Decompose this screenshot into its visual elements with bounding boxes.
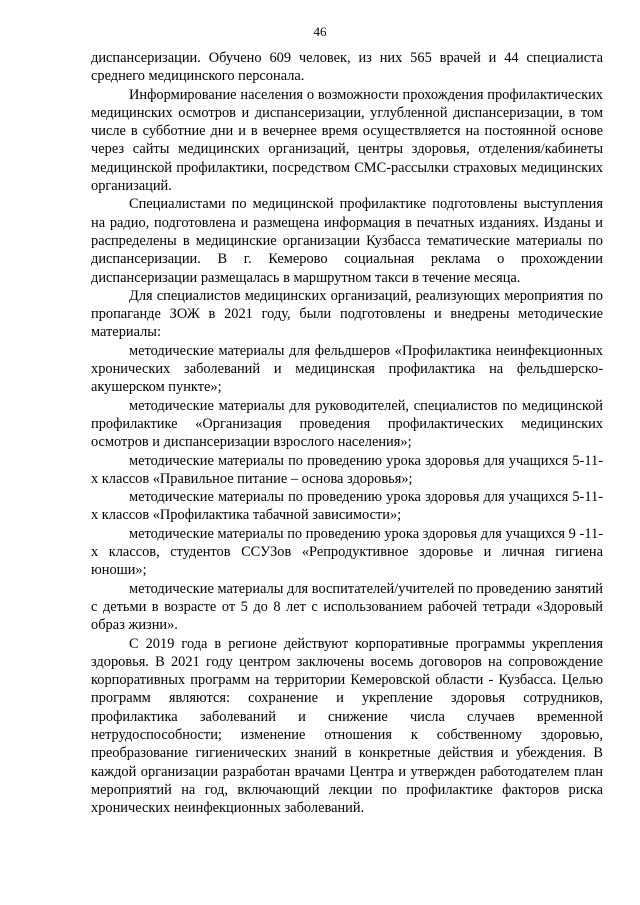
page-number: 46 [313, 24, 327, 39]
paragraph-methodical-materials-intro: Для специалистов медицинских организаций, реализующих мероприятия по пропаганде ЗОЖ в 2021 году, были подготовлены и внедрены методические материалы: [91, 287, 603, 341]
paragraph-media-activities: Специалистами по медицинской профилактике подготовлены выступления на радио, подготовлена и размещена информация в печатных изданиях. Изданы и распределены в медицинские организации Кузбасса тематические материалы по диспансеризации. В г. Кемерово социальная реклама о прохождении диспансеризации размещалась в маршрутном такси в течение месяца. [91, 196, 603, 286]
document-body [91, 49, 603, 817]
paragraph-corporate-programs: С 2019 года в регионе действуют корпоративные программы укрепления здоровья. В 2021 году центром заключены восемь договоров на сопровождение корпоративных программ на территории Кемеровской области - Кузбасса. Целью программ являются: сохранение и укрепление здоровья сотрудников, профилактика заболеваний и снижение числа случаев временной нетрудоспособности; изменение отношения к собственному здоровью, преобразование гигиенических знаний в конкретные действия и убеждения. В каждой организации разработан врачами Центра и утвержден работодателем план мероприятий на год, включающий лекции по профилактике факторов риска хронических неинфекционных заболеваний. [91, 635, 603, 817]
list-item: методические материалы по проведению урока здоровья для учащихся 5-11-х классов «Правильное питание – основа здоровья»; [91, 452, 603, 487]
paragraph-training-summary: диспансеризации. Обучено 609 человек, из них 565 врачей и 44 специалиста среднего медицинского персонала. [91, 50, 603, 85]
list-item: методические материалы для руководителей, специалистов по медицинской профилактике «Организация проведения профилактических медицинских осмотров и диспансеризации взрослого населения»; [91, 397, 603, 451]
list-item: методические материалы по проведению урока здоровья для учащихся 9 -11-х классов, студентов ССУЗов «Репродуктивное здоровье и личная гигиена юноши»; [91, 525, 603, 579]
list-item: методические материалы для фельдшеров «Профилактика неинфекционных хронических заболеваний и медицинская профилактика на фельдшерско-акушерском пункте»; [91, 342, 603, 396]
list-item: методические материалы по проведению урока здоровья для учащихся 5-11-х классов «Профилактика табачной зависимости»; [91, 489, 603, 524]
paragraph-informing-population: Информирование населения о возможности прохождения профилактических медицинских осмотров и диспансеризации, углубленной диспансеризации, в том числе в субботние дни и в вечернее время осуществляется на постоянной основе через сайты медицинских организаций, центры здоровья, отделения/кабинеты медицинской профилактики, посредством СМС-рассылки страховых медицинских организаций. [91, 86, 603, 195]
list-item: методические материалы для воспитателей/учителей по проведению занятий с детьми в возрасте от 5 до 8 лет с использованием рабочей тетради «Здоровый образ жизни». [91, 580, 603, 634]
